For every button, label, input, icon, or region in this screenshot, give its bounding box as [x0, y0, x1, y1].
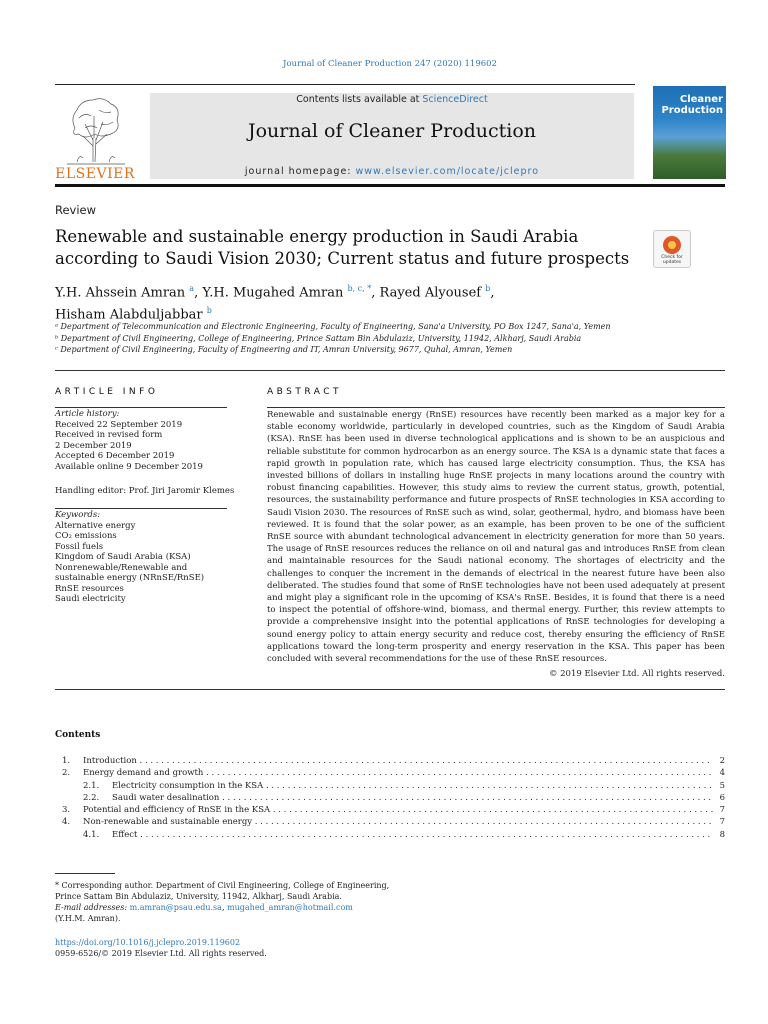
handling-editor: Handling editor: Prof. Jiri Jaromir Klemes: [55, 486, 235, 496]
contents-divider: [55, 689, 725, 690]
journal-homepage-link[interactable]: www.elsevier.com/locate/jclepro: [355, 166, 540, 177]
keywords-label: Keywords:: [55, 510, 101, 520]
corresponding-author-note: [55, 880, 395, 924]
corresponding-author-text: * Corresponding author. Department of Civil Engineering, College of Engineering, Prince Sattam Bin Abdulaziz, University, 11942, Alkharj, Saudi Arabia.: [55, 881, 390, 901]
toc-title: Non-renewable and sustainable energy . . .: [83, 816, 713, 828]
author-name: Y.H. Mugahed Amran: [202, 285, 344, 301]
toc-entry[interactable]: [55, 767, 725, 779]
author-separator: ,: [490, 285, 495, 301]
email-line: E-mail addresses: m.amran@psau.edu.sa, mugahed_amran@hotmail.com: [55, 903, 353, 912]
elsevier-wordmark[interactable]: ELSEVIER: [55, 166, 135, 182]
toc-number: 2.: [62, 768, 71, 779]
author-affil-link[interactable]: b, c, *: [347, 284, 372, 293]
toc-page: 7: [719, 805, 725, 816]
journal-reference[interactable]: Journal of Cleaner Production 247 (2020) 119602: [283, 59, 497, 69]
keyword-item: Alternative energy: [55, 520, 136, 531]
contents-prefix: Contents lists available at: [296, 94, 423, 105]
keyword-item: Kingdom of Saudi Arabia (KSA): [55, 552, 191, 562]
history-item: Accepted 6 December 2019: [55, 451, 175, 461]
email-link[interactable]: mugahed_amran@hotmail.com: [227, 903, 353, 912]
author-name: Rayed Alyousef: [379, 285, 482, 301]
toc-entry[interactable]: [55, 780, 725, 792]
article-info-heading: ARTICLE INFO: [55, 387, 159, 397]
author-name: Hisham Alabduljabbar: [55, 307, 203, 323]
masthead-thick-rule: [55, 184, 725, 187]
keywords-rule: [55, 508, 227, 509]
check-for-updates-button[interactable]: [653, 230, 691, 268]
author-separator: ,: [194, 285, 203, 301]
article-type: Review: [55, 203, 97, 217]
toc-number: 2.2.: [83, 792, 100, 803]
toc-title: Effect . . .: [112, 829, 713, 841]
journal-title: Journal of Cleaner Production: [247, 120, 537, 142]
toc-entry[interactable]: [55, 755, 725, 767]
author-name: Y.H. Ahssein Amran: [55, 285, 186, 301]
toc-title: Electricity consumption in the KSA . . .: [112, 780, 713, 792]
toc-entry[interactable]: [55, 816, 725, 828]
toc-title: Potential and efficiency of RnSE in the KSA . . .: [83, 804, 713, 816]
author-list: [55, 280, 675, 325]
keywords-list: [55, 510, 235, 605]
author-affil-link[interactable]: a: [189, 284, 195, 293]
email-label: E-mail addresses:: [55, 903, 128, 912]
toc-number: 2.1.: [83, 780, 100, 791]
table-of-contents: [55, 755, 725, 841]
keyword-item: Saudi electricity: [55, 594, 126, 604]
footnote-rule: [55, 873, 115, 874]
toc-page: 4: [719, 768, 725, 779]
history-item: Received in revised form: [55, 430, 163, 440]
email-link[interactable]: m.amran@psau.edu.sa: [129, 903, 222, 912]
affiliation-item: ᵃ Department of Telecommunication and Electronic Engineering, Faculty of Engineering, Sana'a University, PO Box 1247, Sana'a, Yemen: [55, 322, 611, 331]
cover-title-line2: Production: [661, 105, 723, 116]
keyword-item: Nonrenewable/Renewable and sustainable energy (NRnSE/RnSE): [55, 562, 205, 583]
toc-number: 1.: [62, 756, 71, 766]
homepage-prefix: journal homepage:: [244, 166, 356, 177]
article-info-rule: [55, 407, 227, 408]
toc-page: 8: [719, 829, 725, 840]
author-separator: ,: [371, 285, 380, 301]
toc-page: 7: [719, 817, 725, 828]
keyword-item: Fossil fuels: [55, 541, 104, 552]
article-title: Renewable and sustainable energy production in Saudi Arabia according to Saudi Vision 2030; Current status and future prospects: [55, 227, 630, 268]
contents-heading: Contents: [55, 730, 101, 740]
cover-title: [657, 94, 723, 116]
toc-entry[interactable]: [55, 829, 725, 841]
section-divider: [55, 370, 725, 371]
article-history: [55, 409, 235, 472]
check-updates-icon: [663, 236, 681, 254]
keyword-item: CO₂ emissions: [55, 531, 117, 541]
toc-title: Saudi water desalination . . .: [112, 792, 713, 804]
toc-number: 4.1.: [83, 829, 100, 840]
toc-number: 4.: [62, 817, 71, 828]
keyword-item: RnSE resources: [55, 583, 124, 594]
toc-entry[interactable]: [55, 804, 725, 816]
toc-page: 5: [719, 780, 725, 791]
abstract-heading: ABSTRACT: [267, 387, 343, 397]
abstract-copyright: © 2019 Elsevier Ltd. All rights reserved.: [548, 669, 725, 679]
toc-page: 6: [719, 792, 725, 803]
sciencedirect-link[interactable]: ScienceDirect: [422, 94, 488, 105]
author-affil-link[interactable]: b: [206, 306, 212, 316]
history-item: Available online 9 December 2019: [55, 461, 203, 472]
affiliation-item: ᶜ Department of Civil Engineering, Faculty of Engineering and IT, Amran University, 9677, Quhal, Amran, Yemen: [55, 345, 513, 354]
contents-available-line: [150, 94, 634, 105]
affiliation-list: [55, 321, 715, 356]
history-item: 2 December 2019: [55, 440, 132, 451]
cover-title-line1: Cleaner: [679, 94, 723, 105]
affiliation-item: ᵇ Department of Civil Engineering, College of Engineering, Prince Sattam Bin Abdulaziz, University, 11942, Alkharj, Saudi Arabia: [55, 333, 582, 343]
history-item: Received 22 September 2019: [55, 419, 183, 430]
email-owner: (Y.H.M. Amran).: [55, 914, 121, 923]
abstract-text: Renewable and sustainable energy (RnSE) resources have recently been marked as a major key for a stable economy worldwide, particularly in developed countries, such as the Kingdom of Saudi Arabia (KSA). RnSE has been used in diverse technological applications and is shown to be an auspicious and reliable substitute for common hydrocarbon as an energy source. The KSA is a dynamic state that faces a rapid growth in population rate, which has caused large electricity consumption. Thus, the KSA has invested billions of dollars in installing huge RnSE projects in many locations around the country with robust financing capabilities. However, this study aims to review the current status, growth, potential, resources, the sustainability performance and future prospects of RnSE technologies in KSA according to Saudi Vision 2030. The resources of RnSE such as wind, solar, geothermal, hydro, and biomass have been reviewed. It is found that the solar power, as an example, has been proven to be one of the sufficient RnSE source with abundant technological advancement in electricity generation for more than 50 years. The usage of RnSE resources reduces the reliance on oil and natural gas and introduces RnSE from clean and maintainable resources for the Saudi national economy. The shortages of electricity and the challenges to conquer the increment in the demands of electrical in the nearest future have been also deliberated. The studies found that some of RnSE technologies have not been used adequately at present and might play a significant role in the upcoming of KSA's RnSE. Besides, it is found that there is a need to inspect the potential of offshore-wind, biomass, and thermal energy. Further, this review attempts to provide a comprehensive insight into the potential applications of RnSE technologies for developing a sound energy policy to attain energy security and reduce cost, thereby ensuring the efficiency of RnSE applications toward the long-term prosperity and energy reservation in the KSA. This paper has been concluded with several recommendations for the use of these RnSE resources.: [267, 410, 725, 665]
issn-copyright: 0959-6526/© 2019 Elsevier Ltd. All rights reserved.: [55, 949, 267, 958]
toc-title: Introduction . . .: [83, 755, 713, 767]
history-label: Article history:: [55, 409, 120, 419]
abstract-rule: [267, 407, 725, 408]
journal-cover-image[interactable]: [653, 86, 726, 179]
toc-title: Energy demand and growth . . .: [83, 767, 713, 779]
header-rule: [55, 84, 635, 85]
author-affil-link[interactable]: b: [485, 284, 491, 293]
journal-homepage-line: [150, 166, 634, 177]
doi-link[interactable]: https://doi.org/10.1016/j.jclepro.2019.119602: [55, 938, 241, 947]
check-updates-label: Check for updates: [661, 255, 683, 265]
toc-number: 3.: [62, 805, 71, 816]
toc-entry[interactable]: [55, 792, 725, 804]
toc-page: 2: [719, 756, 725, 766]
